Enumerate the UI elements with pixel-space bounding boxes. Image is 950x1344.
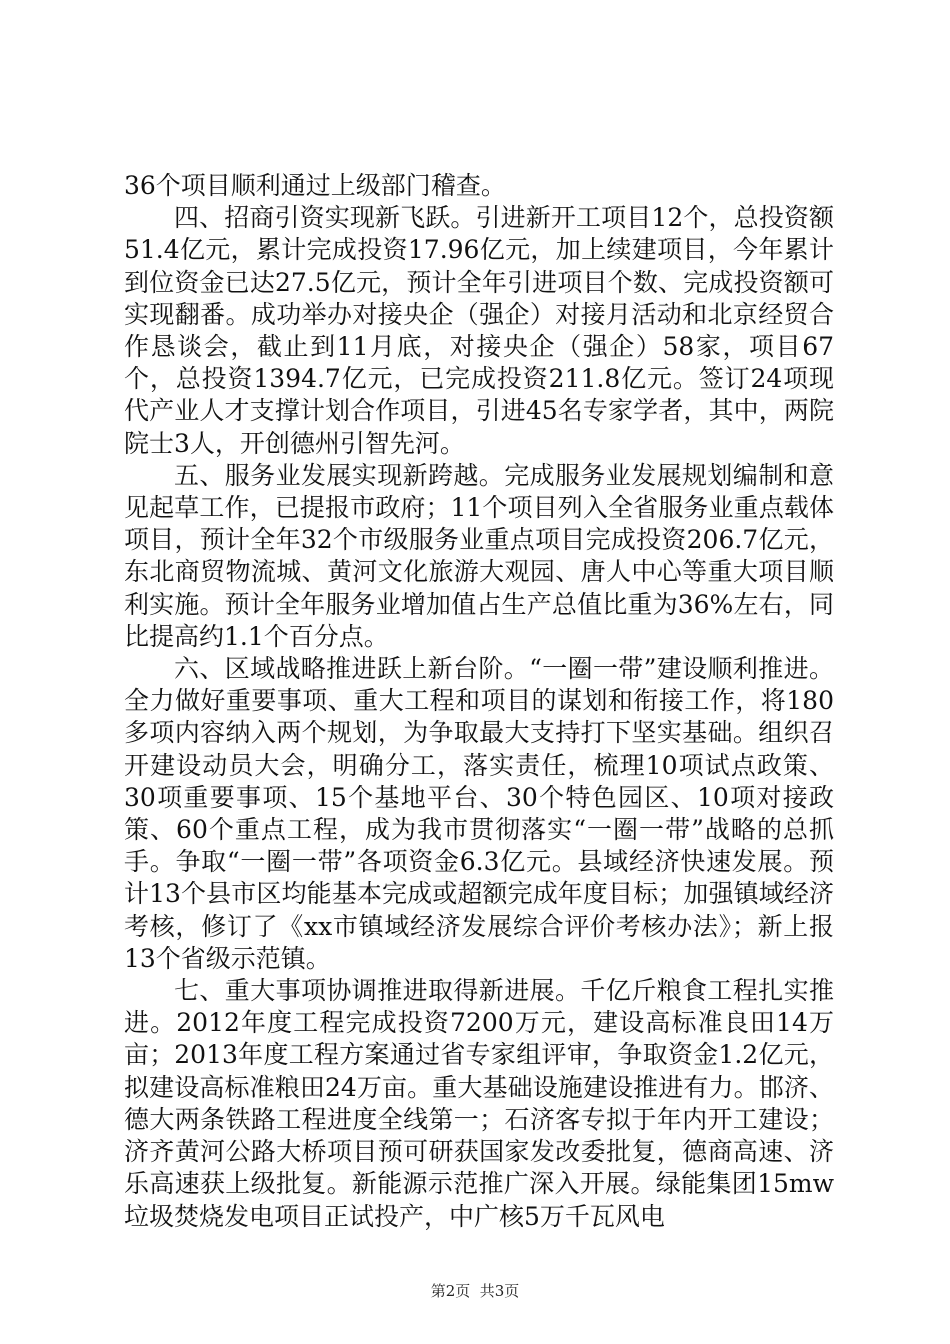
paragraph-investment-attraction: 四、招商引资实现新飞跃。引进新开工项目12个，总投资额51.4亿元，累计完成投资17.96亿元，加上续建项目，今年累计到位资金已达27.5亿元，预计全年引进项目个数、完成投资额可实现翻番。成功举办对接央企（强企）对接月活动和北京经贸合作恳谈会，截止到11月底，对接央企（强企）58家，项目67个，总投资1394.7亿元，已完成投资211.8亿元。签订24项现代产业人才支撑计划合作项目，引进45名专家学者，其中，两院院士3人，开创德州引智先河。 <box>124 203 834 458</box>
page-footer: 第2页 共3页 <box>430 1282 520 1300</box>
document-body <box>124 170 834 1233</box>
paragraph-regional-strategy: 六、区域战略推进跃上新台阶。“一圈一带”建设顺利推进。全力做好重要事项、重大工程和项目的谋划和衔接工作，将180多项内容纳入两个规划，为争取最大支持打下坚实基础。组织召开建设动员大会，明确分工，落实责任，梳理10项试点政策、30项重要事项、15个基地平台、30个特色园区、10项对接政策、60个重点工程，成为我市贯彻落实“一圈一带”战略的总抓手。争取“一圈一带”各项资金6.3亿元。县域经济快速发展。预计13个县市区均能基本完成或超额完成年度目标；加强镇域经济考核，修订了《xx市镇域经济发展综合评价考核办法》；新上报13个省级示范镇。 <box>124 654 834 973</box>
paragraph-continuation: 36个项目顺利通过上级部门稽查。 <box>124 171 506 200</box>
paragraph-major-projects: 七、重大事项协调推进取得新进展。千亿斤粮食工程扎实推进。2012年度工程完成投资7200万元，建设高标准良田14万亩；2013年度工程方案通过省专家组评审，争取资金1.2亿元，拟建设高标准粮田24万亩。重大基础设施建设推进有力。邯济、德大两条铁路工程进度全线第一；石济客专拟于年内开工建设；济齐黄河公路大桥项目预可研获国家发改委批复，德商高速、济乐高速获上级批复。新能源示范推广深入开展。绿能集团15mw垃圾焚烧发电项目正试投产，中广核5万千瓦风电 <box>124 976 834 1231</box>
paragraph-service-industry: 五、服务业发展实现新跨越。完成服务业发展规划编制和意见起草工作，已提报市政府；11个项目列入全省服务业重点载体项目，预计全年32个市级服务业重点项目完成投资206.7亿元，东北商贸物流城、黄河文化旅游大观园、唐人中心等重大项目顺利实施。预计全年服务业增加值占生产总值比重为36%左右，同比提高约1.1个百分点。 <box>124 460 834 651</box>
